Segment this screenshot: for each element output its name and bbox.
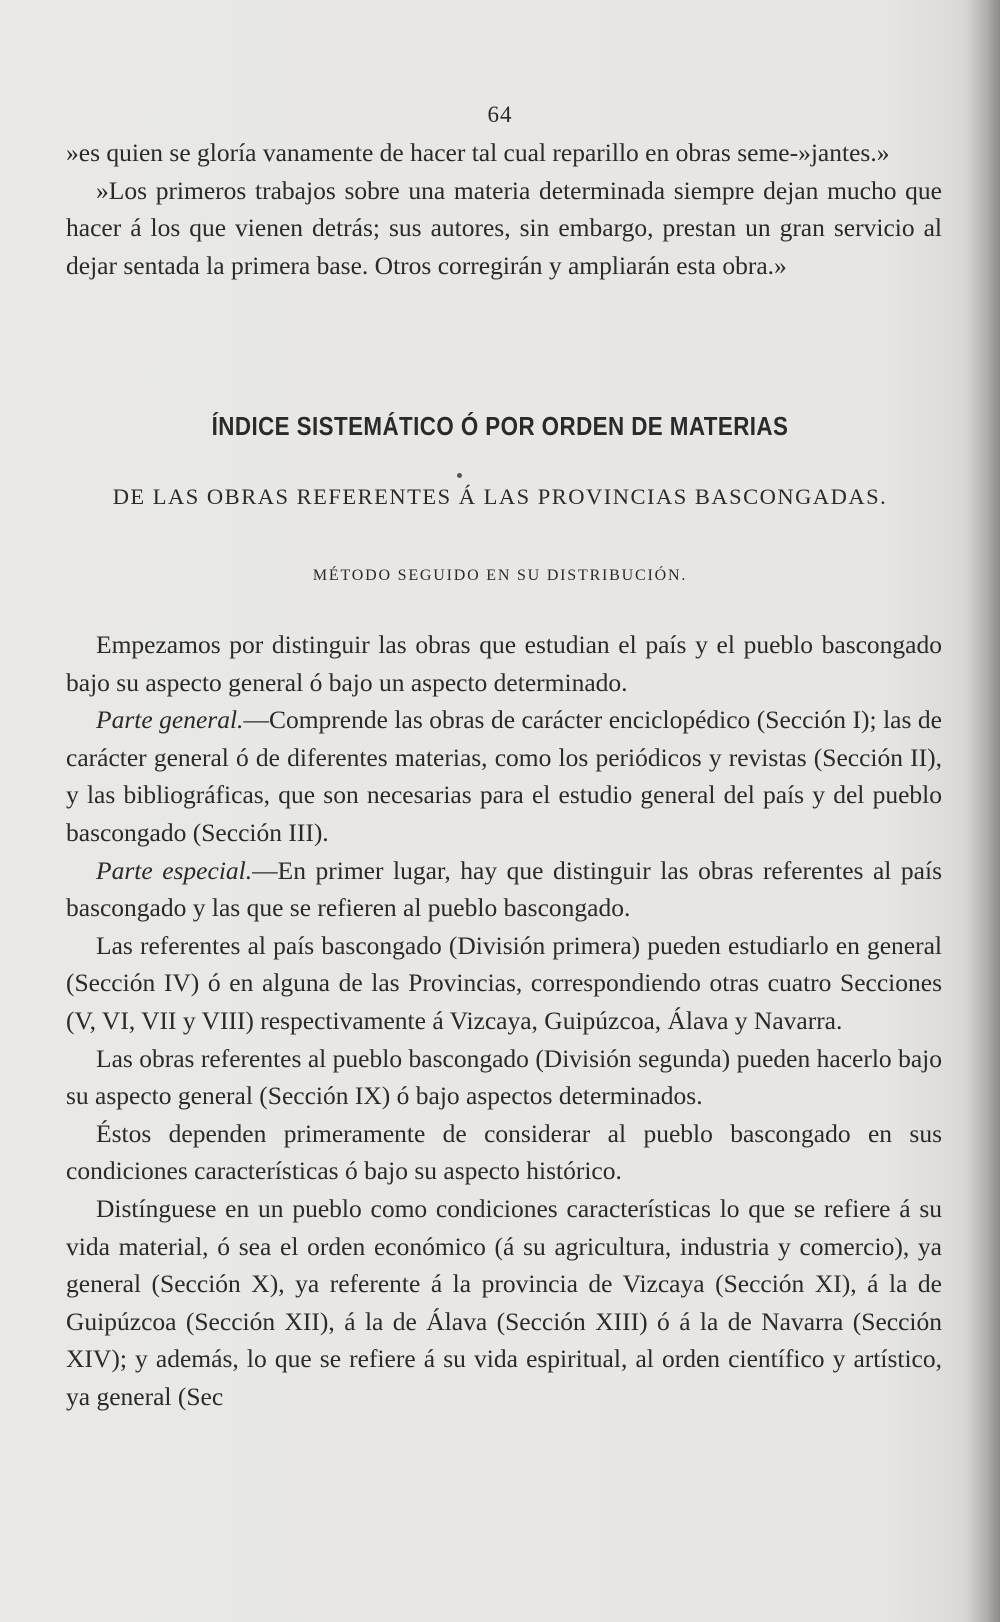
ornament-dot xyxy=(457,473,462,478)
quote-block xyxy=(66,134,942,284)
page-edge-shadow xyxy=(966,0,1000,1622)
body-paragraph-6 xyxy=(66,1115,942,1190)
quote-paragraph-2: »Los primeros trabajos sobre una materia determinada siempre dejan mucho que hacer á los que vienen detrás; sus autores, sin embargo, prestan un gran servicio al dejar sentada la primera base. Otros corregirán y ampliarán esta obra.» xyxy=(66,175,942,280)
paragraph-text: —En primer lugar, hay que distinguir las obras referentes al país bascongado y las que se refieren al pueblo bascongado. xyxy=(66,855,943,923)
body-paragraph-5 xyxy=(66,1040,942,1115)
quote-paragraph-1: »es quien se gloría vanamente de hacer tal cual reparillo en obras seme-»jantes.» xyxy=(66,138,890,167)
paragraph-text: Éstos dependen primeramente de considerar al pueblo bascongado en sus condiciones características ó bajo su aspecto histórico. xyxy=(66,1118,942,1186)
paragraph-text: Las referentes al país bascongado (División primera) pueden estudiarlo en general (Sección IV) ó en alguna de las Provincias, correspondiendo otras cuatro Secciones (V, VI, VII y VIII) respectivamente á Vizcaya, Guipúzcoa, Álava y Navarra. xyxy=(66,930,942,1035)
method-heading: MÉTODO SEGUIDO EN SU DISTRIBUCIÓN. xyxy=(312,567,688,584)
paragraph-text: Las obras referentes al pueblo bascongado (División segunda) pueden hacerlo bajo su aspecto general (Sección IX) ó bajo aspectos determinados. xyxy=(66,1043,942,1111)
body-text xyxy=(66,626,942,1415)
body-paragraph-7 xyxy=(66,1190,942,1416)
paragraph-text: Empezamos por distinguir las obras que estudian el país y el pueblo bascongado bajo su aspecto general ó bajo un aspecto determinado. xyxy=(66,630,942,697)
body-paragraph-4 xyxy=(66,927,942,1040)
index-title: ÍNDICE SISTEMÁTICO Ó POR ORDEN DE MATERIAS xyxy=(211,411,789,441)
body-paragraph-1 xyxy=(66,626,942,701)
paragraph-label: Parte general. xyxy=(96,705,244,735)
paragraph-text: —Comprende las obras de carácter enciclopédico (Sección I); las de carácter general ó de diferentes materias, como los periódicos y revistas (Sección II), y las bibliográficas, que son necesarias para el estudio general del país y del pueblo bascongado (Sección III). xyxy=(66,705,942,847)
index-subtitle: DE LAS OBRAS REFERENTES Á LAS PROVINCIAS BASCONGADAS. xyxy=(112,484,888,509)
paragraph-label: Parte especial. xyxy=(96,855,253,885)
paragraph-text: Distínguese en un pueblo como condiciones características lo que se refiere á su vida material, ó sea el orden económico (á su agricultura, industria y comercio), ya general (Sección X), ya referente á la provincia de Vizcaya (Sección XI), á la de Guipúzcoa (Sección XII), á la de Álava (Sección XIII) ó á la de Navarra (Sección XIV); y además, lo que se refiere á su vida espiritual, al orden científico y artístico, ya general (Sec xyxy=(66,1193,942,1411)
body-paragraph-2 xyxy=(66,701,942,851)
page-number: 64 xyxy=(487,102,513,127)
body-paragraph-3 xyxy=(66,852,942,927)
